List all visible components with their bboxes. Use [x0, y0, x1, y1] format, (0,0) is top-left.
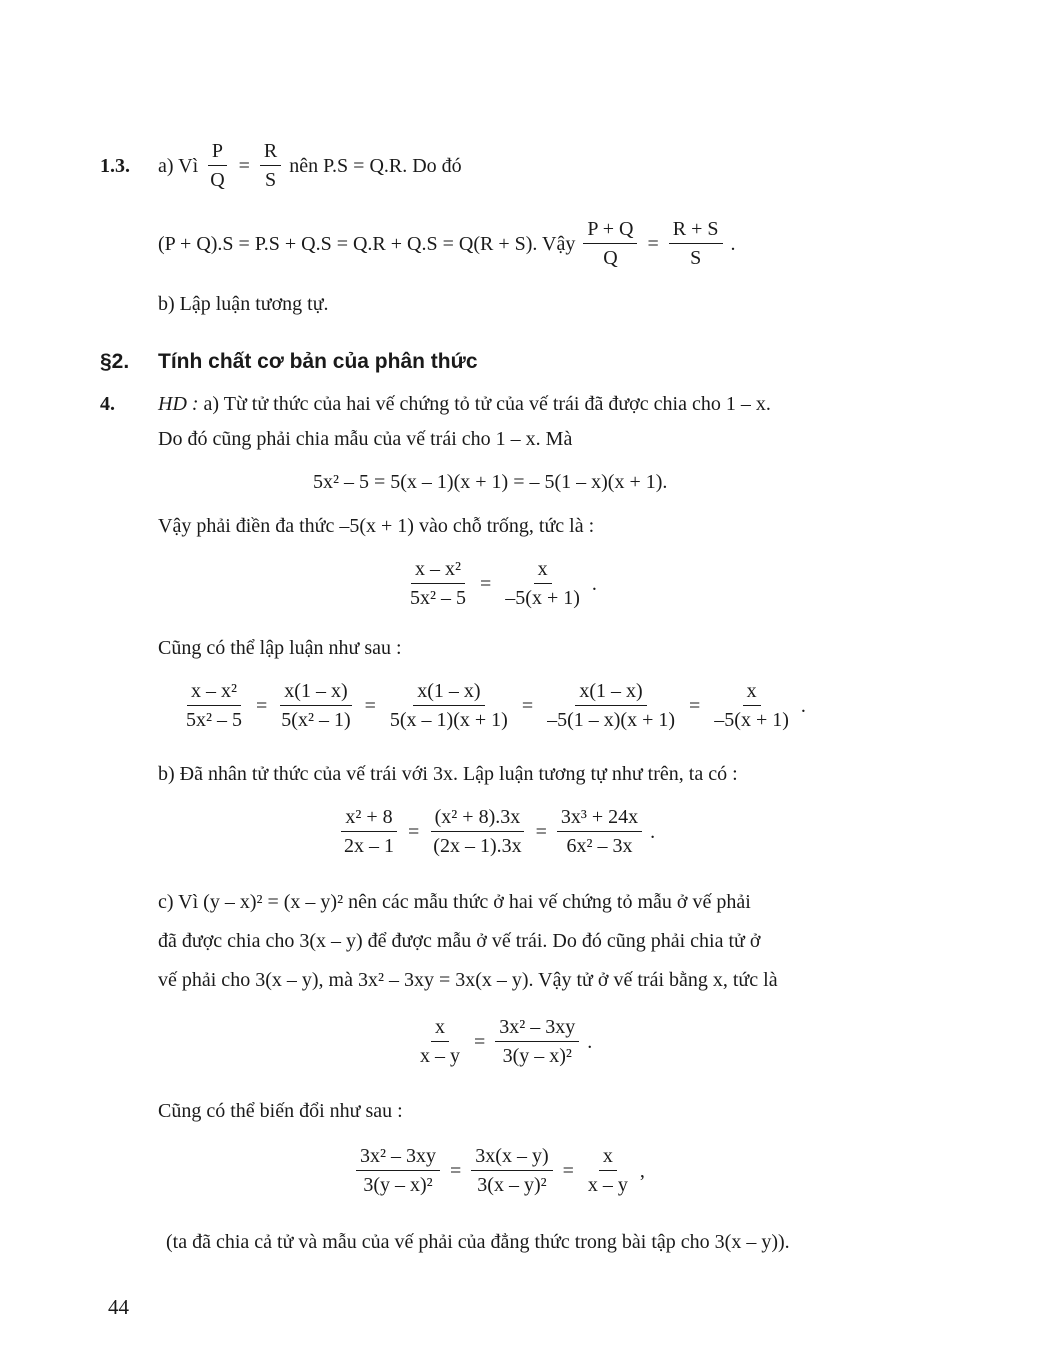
ex-4-b-chain — [340, 806, 655, 858]
frac-num: x — [431, 1016, 449, 1042]
frac-num: x(1 – x) — [575, 680, 646, 706]
fraction — [406, 558, 470, 610]
fraction-p-over-q — [206, 140, 228, 192]
equals-sign: = — [535, 820, 547, 843]
equals-sign: = — [238, 154, 250, 177]
ex-4-c-alt-text: Cũng có thể biến đổi như sau : — [158, 1100, 403, 1122]
fraction — [182, 680, 246, 732]
fraction — [340, 806, 398, 858]
frac-den: 3(x – y)² — [477, 1174, 547, 1196]
exercise-number-4: 4. — [100, 393, 115, 415]
ex-4-c-line3: vế phải cho 3(x – y), mà 3x² – 3xy = 3x(x – y). Vậy tử ở vế trái bằng x, tức là — [158, 969, 778, 991]
frac-den: 3(y – x)² — [502, 1045, 572, 1067]
fraction — [386, 680, 512, 732]
ex-4-c-chain2 — [356, 1145, 645, 1197]
frac-num: P + Q — [583, 218, 637, 244]
frac-den: 5(x² – 1) — [281, 709, 351, 731]
frac-den: x – y — [587, 1174, 628, 1196]
frac-den: 3(y – x)² — [363, 1174, 433, 1196]
ex-1-3-b-text: b) Lập luận tương tự. — [158, 293, 329, 315]
equals-sign: = — [256, 694, 268, 717]
frac-num: 3x³ + 24x — [557, 806, 642, 832]
frac-num: x(1 – x) — [280, 680, 351, 706]
equals-sign: = — [521, 694, 534, 717]
ex-4-b-text: b) Đã nhân tử thức của vế trái với 3x. Lập luận tương tự như trên, ta có : — [158, 763, 738, 785]
ex-4-a-line2: Do đó cũng phải chia mẫu của vế trái cho 1 – x. Mà — [158, 428, 573, 450]
ex-1-3-a-label: a) Vì — [158, 154, 199, 177]
ex-4-a-result — [406, 558, 597, 610]
frac-num: R + S — [669, 218, 723, 244]
fraction — [557, 806, 642, 858]
frac-num: x(1 – x) — [413, 680, 484, 706]
frac-num: 3x(x – y) — [471, 1145, 552, 1171]
frac-den: 6x² – 3x — [566, 835, 633, 857]
equals-sign: = — [562, 1159, 574, 1182]
ex-4-a-intro: a) Từ tử thức của hai vế chứng tỏ tử của vế trái đã được chia cho 1 – x. — [203, 393, 771, 415]
section-title: Tính chất cơ bản của phân thức — [158, 350, 478, 373]
equals-sign: = — [689, 694, 701, 717]
exercise-number-1-3: 1.3. — [100, 155, 130, 177]
ex-4-a-fill-text: Vậy phải điền đa thức –5(x + 1) vào chỗ trống, tức là : — [158, 515, 595, 537]
fraction-pq-over-q — [583, 218, 637, 270]
section-number: §2. — [100, 350, 130, 373]
fraction — [471, 1145, 552, 1197]
frac-den: 5x² – 5 — [410, 587, 466, 609]
frac-den: 2x – 1 — [344, 835, 394, 857]
ex-1-3-line2-text: (P + Q).S = P.S + Q.S = Q.R + Q.S = Q(R + S). Vậy — [158, 232, 576, 255]
equals-sign: = — [480, 572, 492, 595]
equals-sign: = — [647, 232, 659, 255]
frac-den: 5(x – 1)(x + 1) — [389, 709, 508, 731]
period: . — [650, 820, 656, 843]
period: . — [587, 1030, 593, 1053]
frac-num: R — [260, 140, 281, 166]
fraction — [416, 1016, 464, 1068]
ex-4-c-line2: đã được chia cho 3(x – y) để được mẫu ở vế trái. Do đó cũng phải chia tử ở — [158, 930, 761, 952]
fraction — [501, 558, 584, 610]
ex-4-c-note: (ta đã chia cả tử và mẫu của vế phải của đẳng thức trong bài tập cho 3(x – y)). — [166, 1231, 790, 1253]
frac-den: x – y — [420, 1045, 460, 1067]
frac-num: x² + 8 — [341, 806, 396, 832]
fraction — [543, 680, 679, 732]
frac-num: x — [743, 680, 761, 706]
page-number: 44 — [108, 1295, 129, 1319]
frac-num: P — [208, 140, 227, 166]
frac-den: 5x² – 5 — [186, 709, 242, 731]
frac-den: –5(x + 1) — [505, 587, 580, 609]
frac-num: x — [599, 1145, 617, 1171]
frac-num: 3x² – 3xy — [356, 1145, 440, 1171]
ex-4-a-chain — [182, 680, 806, 732]
frac-den: (2x – 1).3x — [433, 835, 522, 857]
ex-4-a-alt-text: Cũng có thể lập luận như sau : — [158, 637, 402, 659]
comma: , — [639, 1159, 645, 1182]
fraction — [584, 1145, 632, 1197]
fraction — [495, 1016, 579, 1068]
ex-1-3-a-after: nên P.S = Q.R. Do đó — [289, 154, 462, 177]
frac-den: Q — [603, 247, 618, 269]
frac-den: S — [690, 247, 702, 269]
ex-1-3-line-a — [158, 140, 462, 192]
frac-num: 3x² – 3xy — [495, 1016, 579, 1042]
frac-num: (x² + 8).3x — [431, 806, 525, 832]
ex-4-a-equation: 5x² – 5 = 5(x – 1)(x + 1) = – 5(1 – x)(x + 1). — [313, 471, 668, 493]
ex-4-c-chain — [416, 1016, 592, 1068]
hd-label: HD : — [158, 393, 199, 415]
fraction — [277, 680, 354, 732]
period: . — [591, 572, 597, 595]
equals-sign: = — [474, 1030, 486, 1053]
fraction-rs-over-s — [669, 218, 723, 270]
frac-num: x – x² — [187, 680, 241, 706]
fraction — [429, 806, 525, 858]
ex-4-c-line1: c) Vì (y – x)² = (x – y)² nên các mẫu thức ở hai vế chứng tỏ mẫu ở vế phải — [158, 891, 751, 913]
equals-sign: = — [364, 694, 376, 717]
fraction-r-over-s — [260, 140, 281, 192]
equals-sign: = — [450, 1159, 462, 1182]
frac-den: Q — [210, 169, 225, 191]
frac-den: S — [265, 169, 277, 191]
ex-1-3-line-2 — [158, 218, 736, 270]
fraction — [710, 680, 793, 732]
fraction — [356, 1145, 440, 1197]
period: . — [730, 232, 736, 255]
frac-num: x – x² — [411, 558, 465, 584]
period: . — [800, 694, 806, 717]
ex-4-a-intro-line — [158, 393, 771, 416]
frac-den: –5(1 – x)(x + 1) — [547, 709, 676, 731]
frac-num: x — [534, 558, 552, 584]
frac-den: –5(x + 1) — [714, 709, 789, 731]
equals-sign: = — [408, 820, 420, 843]
